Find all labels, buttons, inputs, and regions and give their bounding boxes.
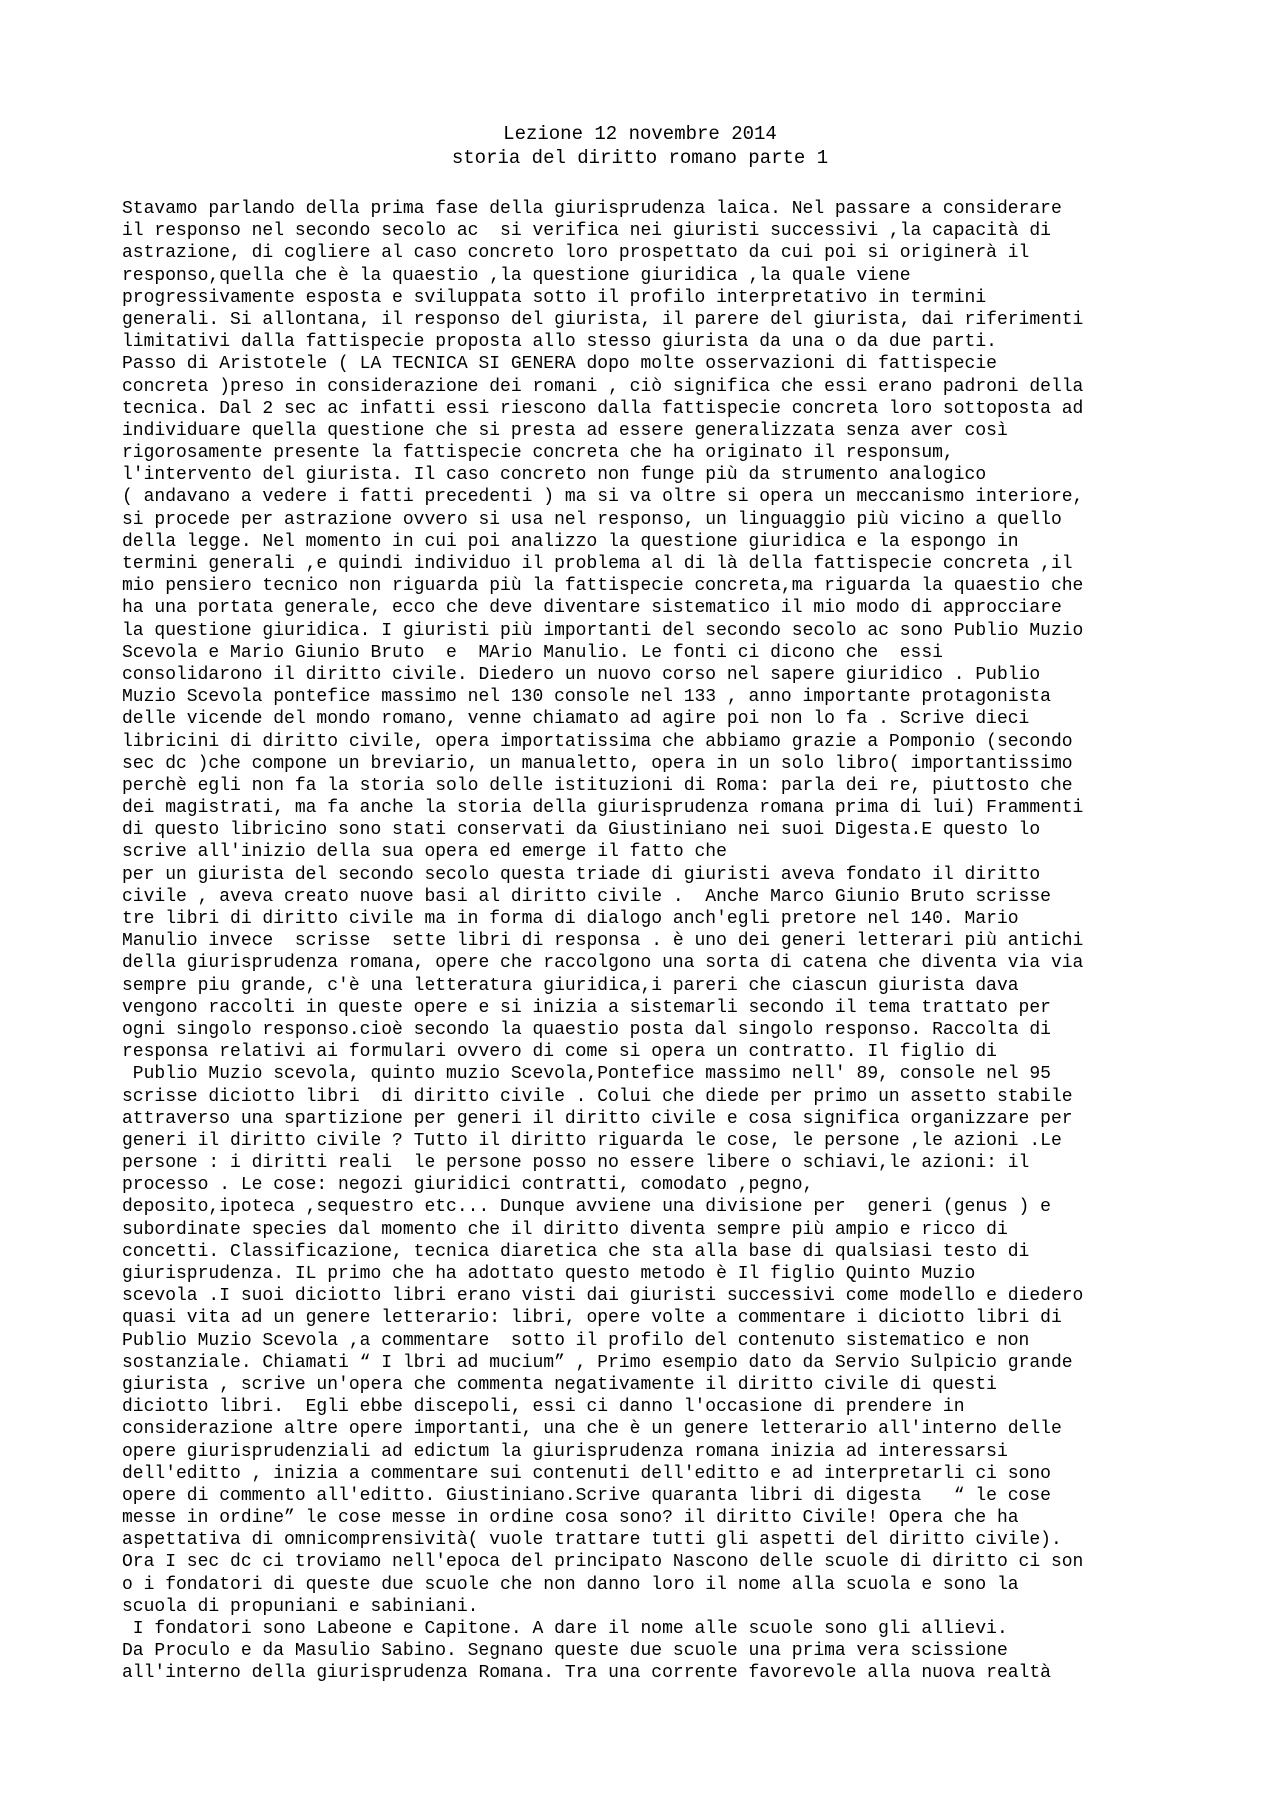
text-line: Scevola e Mario Giunio Bruto e MArio Manulio. Le fonti ci dicono che essi: [122, 642, 943, 663]
text-line: dei magistrati, ma fa anche la storia della giurisprudenza romana prima di lui) Frammenti: [122, 798, 1084, 819]
text-line: quasi vita ad un genere letterario: libri, opere volte a commentare i diciotto libri di: [122, 1308, 1062, 1329]
text-line: ogni singolo responso.cioè secondo la quaestio posta dal singolo responso. Raccolta di: [122, 1019, 1051, 1040]
text-line: Muzio Scevola pontefice massimo nel 130 console nel 133 , anno importante protagonista: [122, 687, 1051, 708]
text-line: diciotto libri. Egli ebbe discepoli, essi ci danno l'occasione di prendere in: [122, 1397, 965, 1418]
text-line: mio pensiero tecnico non riguarda più la fattispecie concreta,ma riguarda la quaestio che: [122, 576, 1084, 597]
text-line: perchè egli non fa la storia solo delle istituzioni di Roma: parla dei re, piuttosto che: [122, 775, 1073, 796]
text-line: messe in ordine” le cose messe in ordine cosa sono? il diritto Civile! Opera che ha: [122, 1508, 1019, 1529]
title-line-2: storia del diritto romano parte 1: [451, 147, 829, 169]
text-line: Passo di Aristotele ( LA TECNICA SI GENERA dopo molte osservazioni di fattispecie: [122, 354, 997, 375]
text-line: libricini di diritto civile, opera importatissima che abbiamo grazie a Pomponio (secondo: [122, 731, 1073, 752]
text-line: generali. Si allontana, il responso del giurista, il parere del giurista, dai riferimenti: [122, 309, 1084, 330]
text-line: rigorosamente presente la fattispecie concreta che ha originato il responsum,: [122, 443, 954, 464]
text-line: scrisse diciotto libri di diritto civile . Colui che diede per primo un assetto stabile: [122, 1086, 1073, 1107]
text-line: sec dc )che compone un breviario, un manualetto, opera in un solo libro( importantissimo: [122, 753, 1073, 774]
text-line: Manulio invece scrisse sette libri di responsa . è uno dei generi letterari più antichi: [122, 931, 1084, 952]
text-line: ha una portata generale, ecco che deve diventare sistematico il mio modo di approcciare: [122, 598, 1062, 619]
text-line: tre libri di diritto civile ma in forma di dialogo anch'egli pretore nel 140. Mario: [122, 909, 1019, 929]
text-line: si procede per astrazione ovvero si usa nel responso, un linguaggio più vicino a quello: [122, 509, 1062, 530]
text-line: attraverso una spartizione per generi il diritto civile e cosa significa organizzare per: [122, 1108, 1073, 1129]
text-line: di questo libricino sono stati conservati da Giustiniano nei suoi Digesta.E questo lo: [122, 820, 1041, 841]
text-line: subordinate species dal momento che il diritto diventa sempre più ampio e ricco di: [122, 1219, 1008, 1240]
text-line: considerazione altre opere importanti, una che è un genere letterario all'interno delle: [122, 1419, 1062, 1440]
text-line: consolidarono il diritto civile. Diedero un nuovo corso nel sapere giuridico . Publio: [122, 664, 1041, 685]
text-line: aspettativa di omnicomprensività( vuole trattare tutti gli aspetti del diritto civile).: [122, 1530, 1062, 1551]
text-line: vengono raccolti in queste opere e si inizia a sistemarli secondo il tema trattato per: [122, 997, 1051, 1018]
text-line: della legge. Nel momento in cui poi analizzo la questione giuridica e la espongo in: [122, 531, 1019, 552]
text-line: persone : i diritti reali le persone posso no essere libere o schiavi,le azioni: il: [122, 1153, 1030, 1174]
text-line: civile , aveva creato nuove basi al diritto civile . Anche Marco Giunio Bruto scrisse: [122, 886, 1051, 907]
text-line: I fondatori sono Labeone e Capitone. A dare il nome alle scuole sono gli allievi.: [122, 1619, 1008, 1639]
text-line: tecnica. Dal 2 sec ac infatti essi riescono dalla fattispecie concreta loro sottoposta ad: [122, 398, 1084, 419]
text-line: l'intervento del giurista. Il caso concreto non funge più da strumento analogico: [122, 465, 987, 486]
text-line: dell'editto , inizia a commentare sui contenuti dell'editto e ad interpretarli ci sono: [122, 1463, 1051, 1484]
text-line: responsa relativi ai formulari ovvero di come si opera un contratto. Il figlio di: [122, 1042, 997, 1063]
text-line: all'interno della giurisprudenza Romana. Tra una corrente favorevole alla nuova realtà: [122, 1663, 1051, 1684]
text-line: deposito,ipoteca ,sequestro etc... Dunque avviene una divisione per generi (genus ) e: [122, 1197, 1051, 1218]
text-line: ( andavano a vedere i fatti precedenti ) ma si va oltre si opera un meccanismo interiore,: [122, 487, 1084, 508]
document-title: [0, 122, 1280, 170]
text-line: Publio Muzio Scevola ,a commentare sotto il profilo del contenuto sistematico e non: [122, 1330, 1030, 1351]
text-line: responso,quella che è la quaestio ,la questione giuridica ,la quale viene: [122, 265, 911, 286]
text-line: opere di commento all'editto. Giustiniano.Scrive quaranta libri di digesta “ le cose: [122, 1485, 1051, 1506]
text-line: concreta )preso in considerazione dei romani , ciò significa che essi erano padroni della: [122, 376, 1084, 397]
text-line: sostanziale. Chiamati “ I lbri ad mucium” , Primo esempio dato da Servio Sulpicio grande: [122, 1352, 1073, 1373]
text-line: giurista , scrive un'opera che commenta negativamente il diritto civile di questi: [122, 1374, 997, 1395]
text-line: scuola di propuniani e sabiniani.: [122, 1596, 479, 1617]
text-line: delle vicende del mondo romano, venne chiamato ad agire poi non lo fa . Scrive dieci: [122, 709, 1030, 730]
text-line: scevola .I suoi diciotto libri erano visti dai giuristi successivi come modello e diedero: [122, 1286, 1084, 1307]
text-line: la questione giuridica. I giuristi più importanti del secondo secolo ac sono Publio Muzio: [122, 620, 1084, 641]
text-line: giurisprudenza. IL primo che ha adottato questo metodo è Il figlio Quinto Muzio: [122, 1264, 976, 1284]
text-line: per un giurista del secondo secolo questa triade di giuristi aveva fondato il diritto: [122, 864, 1041, 885]
text-line: Stavamo parlando della prima fase della giurisprudenza laica. Nel passare a considerare: [122, 199, 1062, 219]
title-line-1: Lezione 12 novembre 2014: [503, 123, 777, 145]
text-line: individuare quella questione che si presta ad essere generalizzata senza aver così: [122, 420, 1008, 441]
text-line: il responso nel secondo secolo ac si verifica nei giuristi successivi ,la capacità di: [122, 221, 1051, 242]
text-line: Publio Muzio scevola, quinto muzio Scevola,Pontefice massimo nell' 89, console nel 95: [122, 1064, 1051, 1085]
text-line: Da Proculo e da Masulio Sabino. Segnano queste due scuole una prima vera scissione: [122, 1641, 1008, 1662]
text-line: opere giurisprudenziali ad edictum la giurisprudenza romana inizia ad interessarsi: [122, 1441, 1008, 1462]
text-line: concetti. Classificazione, tecnica diaretica che sta alla base di qualsiasi testo di: [122, 1241, 1030, 1262]
text-line: o i fondatori di queste due scuole che non danno loro il nome alla scuola e sono la: [122, 1574, 1019, 1595]
document-body: [122, 198, 1222, 1685]
text-line: scrive all'inizio della sua opera ed emerge il fatto che: [122, 842, 727, 863]
text-line: della giurisprudenza romana, opere che raccolgono una sorta di catena che diventa via via: [122, 953, 1084, 974]
text-line: termini generali ,e quindi individuo il problema al di là della fattispecie concreta ,il: [122, 554, 1073, 574]
text-line: generi il diritto civile ? Tutto il diritto riguarda le cose, le persone ,le azioni .Le: [122, 1130, 1062, 1151]
text-line: Ora I sec dc ci troviamo nell'epoca del principato Nascono delle scuole di diritto ci son: [122, 1552, 1084, 1573]
text-line: sempre piu grande, c'è una letteratura giuridica,i pareri che ciascun giurista dava: [122, 975, 1019, 996]
text-line: astrazione, di cogliere al caso concreto loro prospettato da cui poi si originerà il: [122, 243, 1030, 264]
text-line: processo . Le cose: negozi giuridici contratti, comodato ,pegno,: [122, 1175, 814, 1196]
text-line: progressivamente esposta e sviluppata sotto il profilo interpretativo in termini: [122, 287, 987, 308]
text-line: limitativi dalla fattispecie proposta allo stesso giurista da una o da due parti.: [122, 332, 997, 353]
